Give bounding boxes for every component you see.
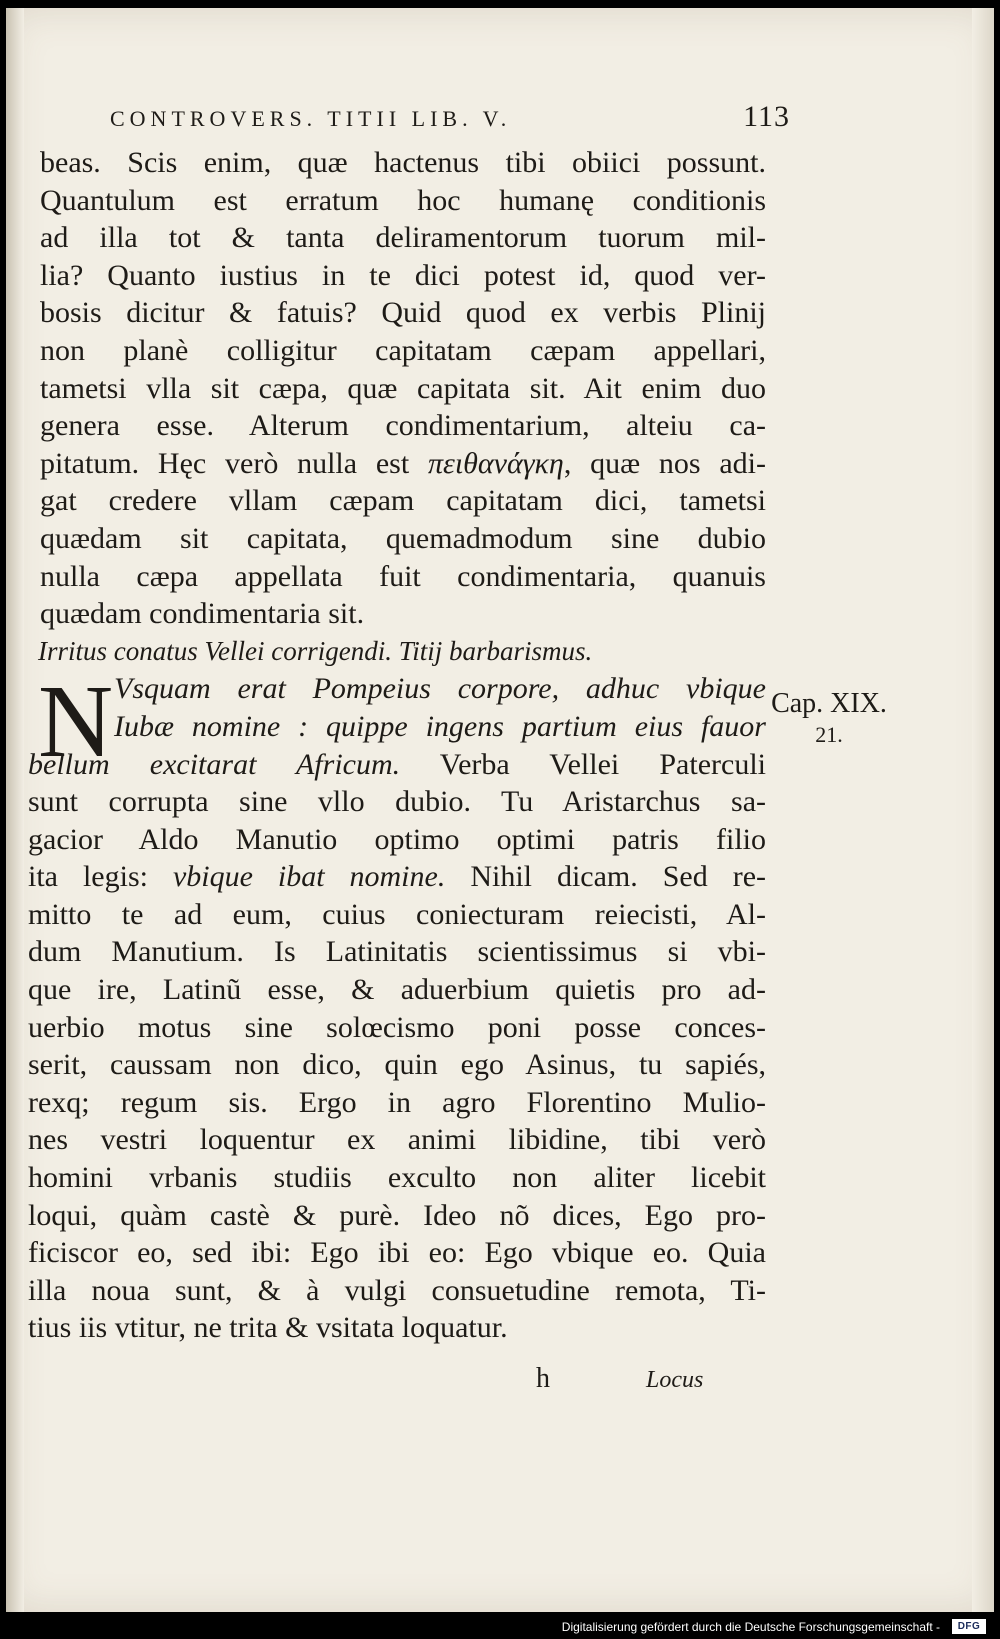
- chapter-subnumber: 21.: [815, 722, 843, 747]
- chapter-reference: Cap. XIX.: [771, 688, 887, 719]
- text-block: [28, 144, 766, 1347]
- text-line: illa noua sunt, & à vulgi consuetudine remota, Ti-: [28, 1273, 766, 1307]
- text-line: bosis dicitur & fatuis? Quid quod ex verbis Plinij: [40, 296, 766, 330]
- text-line: tius iis vtitur, ne trita & vsitata loquatur.: [28, 1311, 508, 1345]
- text-line: ficiscor eo, sed ibi: Ego ibi eo: Ego vbique eo. Quia: [28, 1236, 766, 1270]
- text-run: , quæ nos adi-: [563, 446, 766, 480]
- running-header: [110, 100, 790, 140]
- text-run: ita legis:: [28, 860, 173, 894]
- page-footer: [536, 1363, 736, 1403]
- text-line: gacior Aldo Manutio optimo optimi patris filio: [28, 822, 766, 856]
- margin-note: [754, 688, 904, 748]
- text-line: que ire, Latinũ esse, & aduerbium quietis pro ad-: [28, 973, 766, 1007]
- section-heading: Irritus conatus Vellei corrigendi. Titij barbarismus.: [38, 635, 593, 666]
- text-run: Verba Vellei Paterculi: [400, 747, 766, 781]
- text-run: vbique ibat nomine.: [172, 860, 446, 894]
- dfg-logo: DFG: [952, 1619, 986, 1634]
- greek-word: πειθανάγκη: [427, 446, 564, 480]
- text-line: serit, caussam non dico, quin ego Asinus, tu sapiés,: [28, 1048, 766, 1082]
- text-line: lia? Quanto iustius in te dici potest id, quod ver-: [40, 258, 766, 292]
- text-line: sunt corrupta sine vllo dubio. Tu Aristarchus sa-: [28, 785, 766, 819]
- text-line: Vsquam erat Pompeius corpore, adhuc vbique: [114, 672, 766, 706]
- catchword: Locus: [646, 1367, 704, 1393]
- text-run: bellum excitarat Africum.: [28, 747, 401, 781]
- text-line: Quantulum est erratum hoc humanę conditionis: [40, 183, 766, 217]
- funding-text: Digitalisierung gefördert durch die Deutsche Forschungsgemeinschaft -: [561, 1620, 940, 1634]
- text-run: pitatum. Hęc verò nulla est: [40, 446, 410, 480]
- text-line: genera esse. Alterum condimentarium, alteiu ca-: [40, 409, 766, 443]
- book-page: [6, 8, 994, 1612]
- drop-cap: N: [38, 664, 114, 779]
- text-line: rexq; regum sis. Ergo in agro Florentino Mulio-: [28, 1085, 766, 1119]
- text-line: homini vrbanis studiis exculto non aliter licebit: [28, 1161, 766, 1195]
- text-line: [28, 746, 766, 784]
- text-line: quædam condimentaria sit.: [40, 597, 365, 631]
- text-line: loqui, quàm castè & purè. Ideo nõ dices, Ego pro-: [28, 1198, 766, 1232]
- text-line: beas. Scis enim, quæ hactenus tibi obiici possunt.: [40, 146, 766, 179]
- running-head: CONTROVERS. TITII LIB. V.: [110, 106, 512, 131]
- text-line: tametsi vlla sit cæpa, quæ capitata sit. Ait enim duo: [40, 371, 766, 405]
- text-run: Nihil dicam. Sed re-: [445, 860, 767, 894]
- text-line: ad illa tot & tanta deliramentorum tuorum mil-: [40, 221, 766, 255]
- text-line: [28, 858, 766, 896]
- text-line: uerbio motus sine solœcismo poni posse conces-: [28, 1010, 766, 1044]
- signature-mark: h: [536, 1363, 550, 1394]
- text-line: gat credere vllam cæpam capitatam dici, tametsi: [40, 484, 766, 518]
- text-line: non planè colligitur capitatam cæpam appellari,: [40, 333, 766, 367]
- text-line: nes vestri loquentur ex animi libidine, tibi verò: [28, 1123, 766, 1157]
- page-number: 113: [743, 100, 790, 133]
- funding-bar: [0, 1615, 1000, 1639]
- text-line: mitto te ad eum, cuius coniecturam reiecisti, Al-: [28, 897, 766, 931]
- page-edge: [972, 8, 994, 1612]
- binding-shadow: [6, 8, 24, 1612]
- text-line: nulla cæpa appellata fuit condimentaria, quanuis: [40, 559, 766, 593]
- text-line: dum Manutium. Is Latinitatis scientissimus si vbi-: [28, 935, 766, 969]
- text-line: [28, 445, 766, 483]
- text-line: quædam sit capitata, quemadmodum sine dubio: [40, 521, 766, 555]
- text-line: Iubæ nomine : quippe ingens partium eius fauor: [114, 709, 766, 743]
